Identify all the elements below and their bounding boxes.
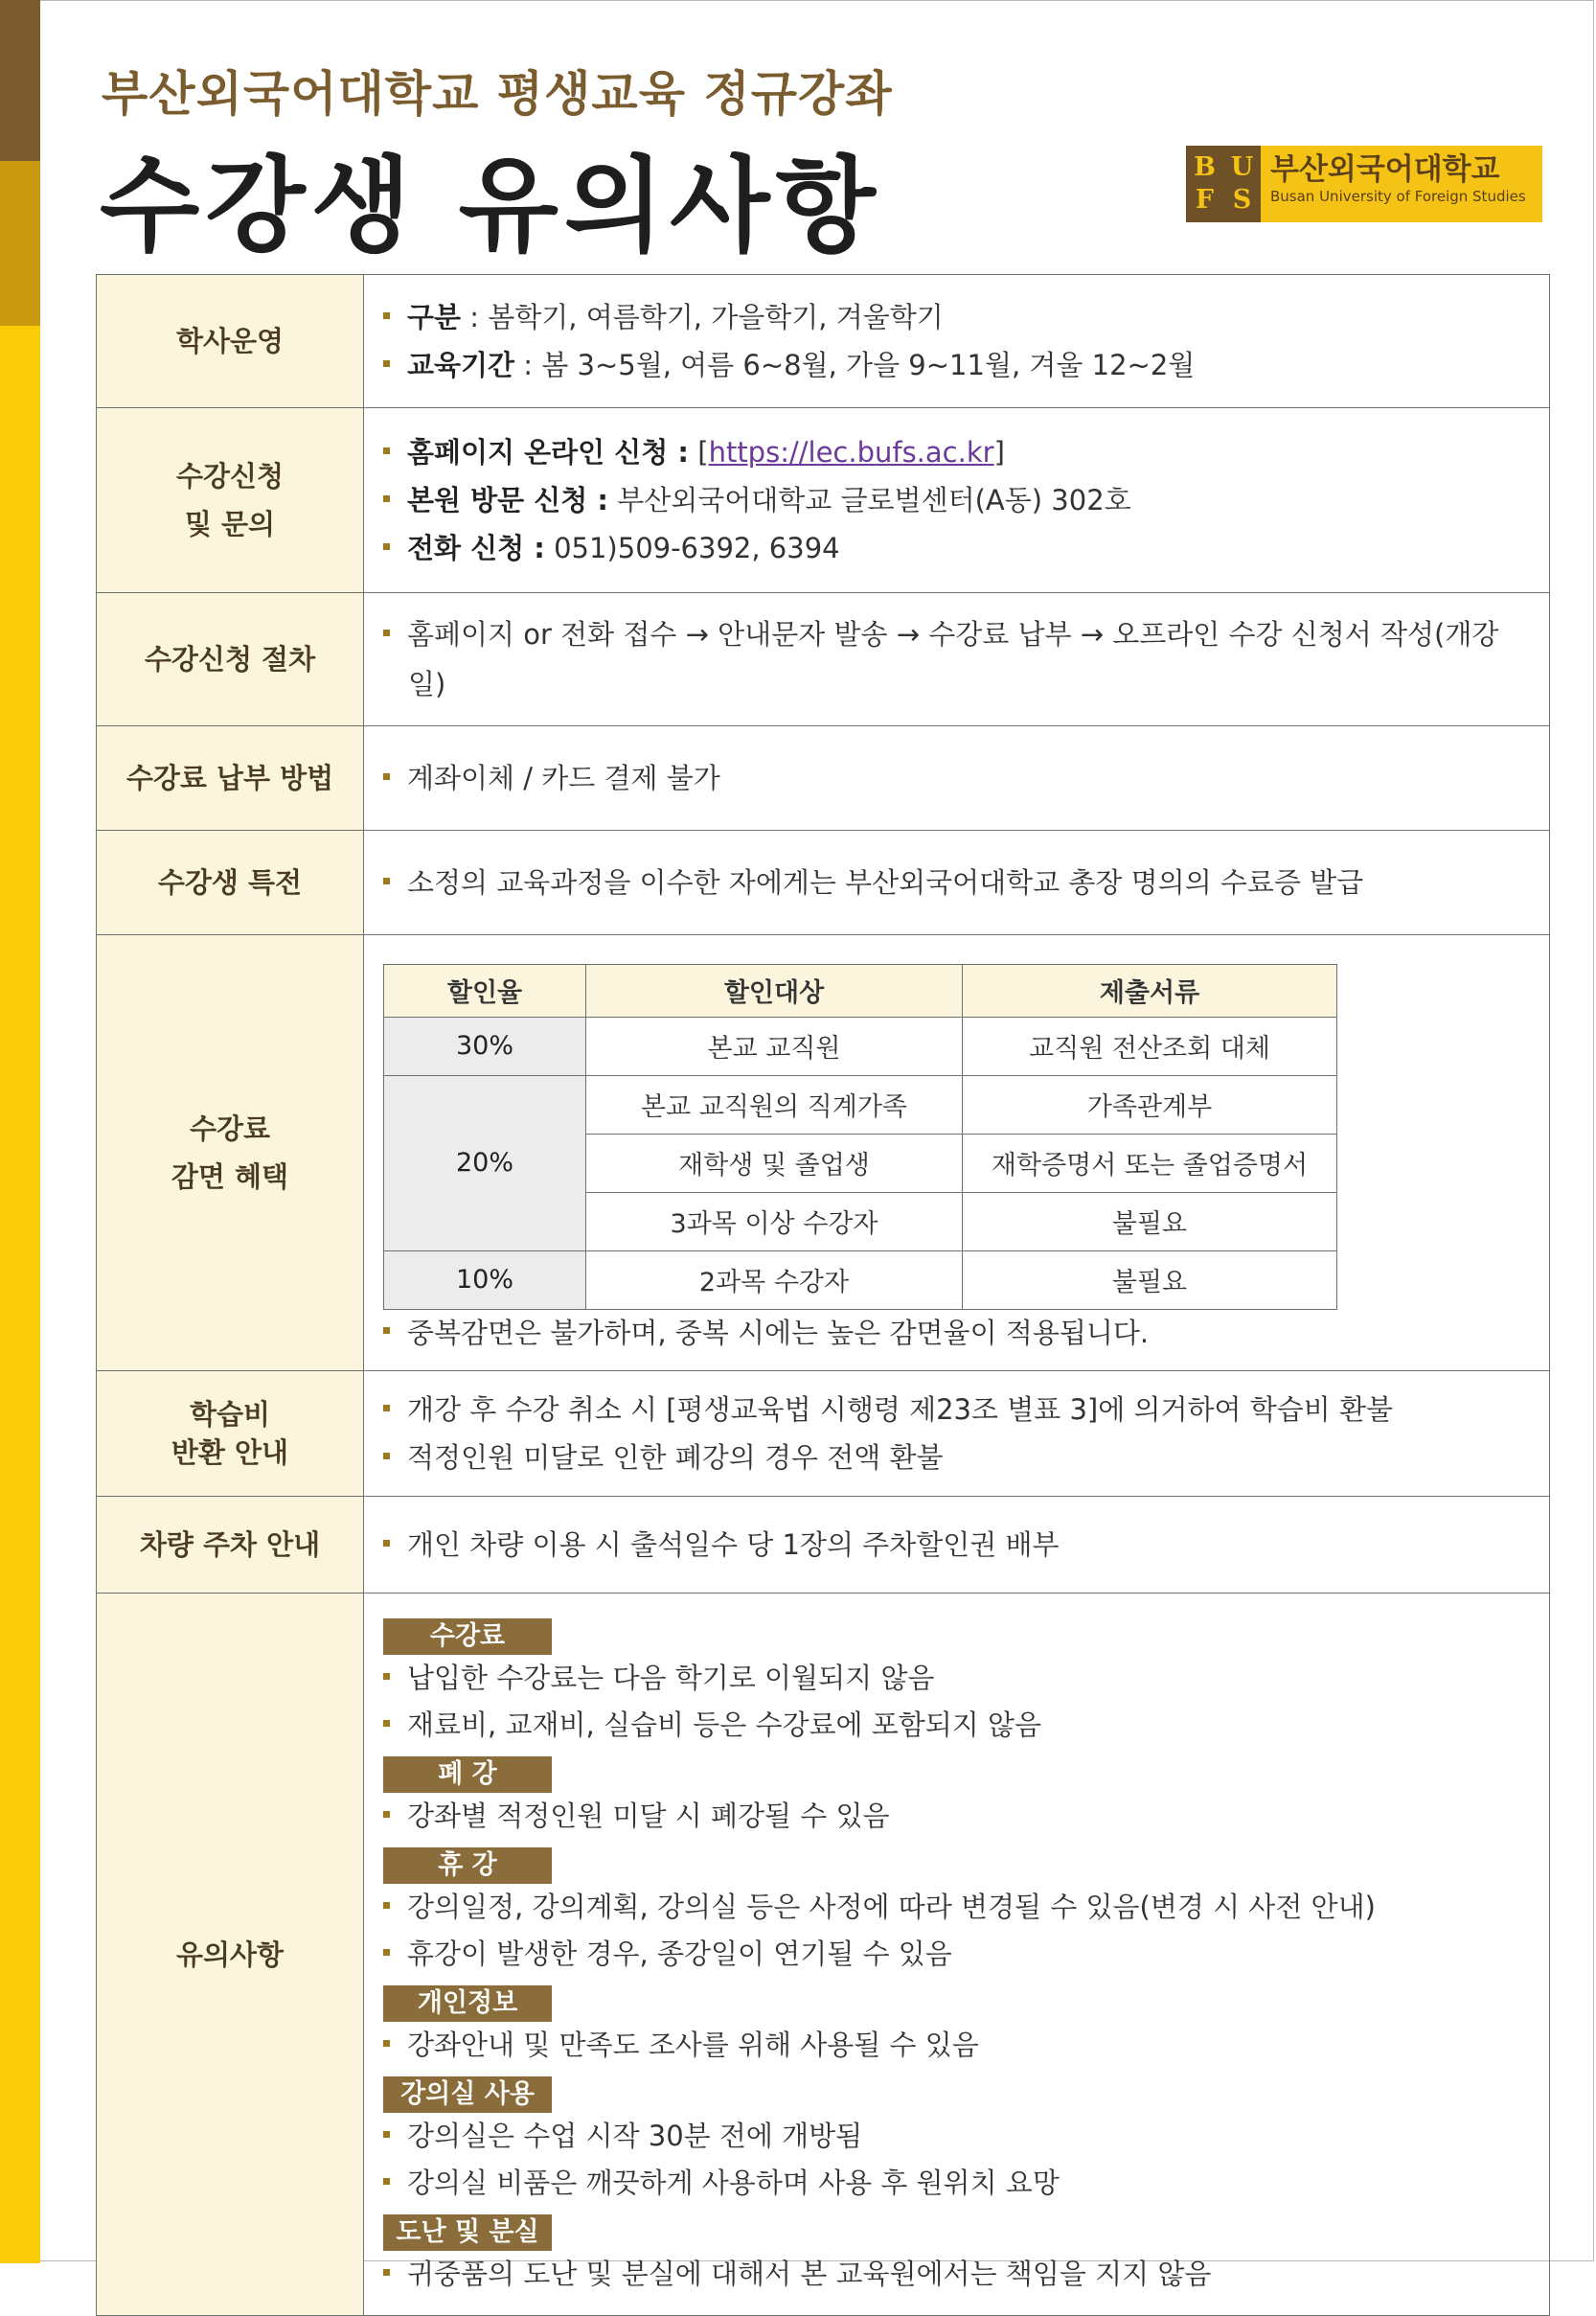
- notes-item: 귀중품의 도난 및 분실에 대해서 본 교육원에서는 책임을 지지 않음: [407, 2258, 1212, 2290]
- notes-tag-break: 휴 강: [383, 1847, 552, 1884]
- row-procedure: [97, 593, 1550, 726]
- bullet-line: [383, 1521, 1528, 1569]
- bullet-icon: [383, 495, 390, 502]
- info-table: [96, 274, 1550, 2316]
- content-discount: [364, 935, 1550, 1371]
- bullet-icon: [383, 1902, 390, 1909]
- row-benefit: [97, 831, 1550, 935]
- discount-doc: 가족관계부: [963, 1075, 1337, 1134]
- discount-header-target: 할인대상: [586, 964, 963, 1017]
- notes-item: 강좌별 적정인원 미달 시 폐강될 수 있음: [407, 1800, 890, 1832]
- content-refund: [364, 1371, 1550, 1497]
- content-academic: [364, 275, 1550, 408]
- refund-line-2: 적정인원 미달로 인한 폐강의 경우 전액 환불: [407, 1441, 944, 1474]
- row-apply: [97, 408, 1550, 593]
- notes-item: 재료비, 교재비, 실습비 등은 수강료에 포함되지 않음: [407, 1708, 1042, 1741]
- bullet-line: [383, 428, 1528, 476]
- bullet-line: [383, 754, 1528, 802]
- logo-letter-b: B: [1194, 152, 1216, 182]
- bullet-icon: [383, 1949, 390, 1956]
- label-apply-line2: 및 문의: [184, 508, 276, 540]
- notes-item: 강의실은 수업 시작 30분 전에 개방됨: [407, 2120, 863, 2152]
- bullet-line: [383, 2160, 1528, 2207]
- label-apply-line1: 수강신청: [175, 460, 285, 493]
- payment-text: 계좌이체 / 카드 결제 불가: [407, 762, 720, 794]
- page-title: 수강생 유의사항: [100, 147, 881, 266]
- discount-doc: 불필요: [963, 1250, 1337, 1309]
- discount-note: 중복감면은 불가하며, 중복 시에는 높은 감면율이 적용됩니다.: [407, 1316, 1150, 1349]
- side-stripe-dark: [0, 0, 40, 161]
- bullet-icon: [383, 1327, 390, 1334]
- bullet-icon: [383, 447, 390, 454]
- academic-key-division: 구분: [407, 301, 462, 333]
- logo-letter-f: F: [1195, 185, 1215, 215]
- discount-target: 2과목 수강자: [586, 1250, 963, 1309]
- row-discount: [97, 935, 1550, 1371]
- apply-bracket-open: [: [689, 436, 709, 469]
- label-payment: 수강료 납부 방법: [97, 726, 364, 831]
- bullet-icon: [383, 2178, 390, 2185]
- bullet-line: [383, 2022, 1528, 2069]
- label-discount: [97, 935, 364, 1371]
- discount-rate: 30%: [384, 1017, 586, 1075]
- bullet-line: [383, 859, 1528, 906]
- discount-row: [384, 1075, 1337, 1134]
- discount-header-rate: 할인율: [384, 964, 586, 1017]
- apply-key-online: 홈페이지 온라인 신청 :: [407, 436, 690, 469]
- notes-item: 강의일정, 강의계획, 강의실 등은 사정에 따라 변경될 수 있음(변경 시 사전 안내): [407, 1891, 1376, 1923]
- bullet-line: [383, 293, 1528, 341]
- bullet-line: [383, 1433, 1528, 1481]
- label-refund: [97, 1371, 364, 1497]
- bullet-line: [383, 1884, 1528, 1931]
- row-parking: [97, 1497, 1550, 1594]
- content-apply: [364, 408, 1550, 593]
- content-benefit: [364, 831, 1550, 935]
- notes-tag-classroom: 강의실 사용: [383, 2076, 552, 2113]
- apply-key-visit: 본원 방문 신청 :: [407, 484, 608, 516]
- bullet-icon: [383, 878, 390, 884]
- bullet-line: [383, 476, 1528, 524]
- logo-letter-s: S: [1232, 185, 1252, 215]
- discount-rate: 10%: [384, 1250, 586, 1309]
- bullet-icon: [383, 1720, 390, 1727]
- bullet-line: [383, 341, 1528, 389]
- label-academic: 학사운영: [97, 275, 364, 408]
- label-refund-line2: 반환 안내: [171, 1436, 289, 1469]
- bullet-line: [383, 2251, 1528, 2298]
- notes-item: 강좌안내 및 만족도 조사를 위해 사용될 수 있음: [407, 2029, 979, 2061]
- row-payment: [97, 726, 1550, 831]
- discount-target: 본교 교직원의 직계가족: [586, 1075, 963, 1134]
- logo-text: [1261, 146, 1526, 222]
- label-benefit: 수강생 특전: [97, 831, 364, 935]
- notes-tag-cancellation: 폐 강: [383, 1756, 552, 1793]
- label-discount-line1: 수강료: [189, 1112, 271, 1145]
- notes-tag-privacy: 개인정보: [383, 1985, 552, 2022]
- bullet-icon: [383, 1540, 390, 1547]
- bufs-mark: [1186, 146, 1261, 222]
- label-refund-line1: 학습비: [189, 1398, 271, 1431]
- discount-doc: 교직원 전산조회 대체: [963, 1017, 1337, 1075]
- label-parking: 차량 주차 안내: [97, 1497, 364, 1594]
- notes-item: 강의실 비품은 깨끗하게 사용하며 사용 후 원위치 요망: [407, 2167, 1060, 2199]
- logo-name-korean: 부산외국어대학교: [1270, 152, 1500, 187]
- label-apply: [97, 408, 364, 593]
- notes-tag-theft: 도난 및 분실: [383, 2214, 552, 2251]
- bullet-line: [383, 609, 1528, 709]
- bullet-icon: [383, 2269, 390, 2276]
- notes-item: 납입한 수강료는 다음 학기로 이월되지 않음: [407, 1662, 935, 1694]
- discount-row: [384, 1017, 1337, 1075]
- bullet-icon: [383, 2131, 390, 2138]
- benefit-text: 소정의 교육과정을 이수한 자에게는 부산외국어대학교 총장 명의의 수료증 발급: [407, 866, 1364, 899]
- bullet-line: [383, 1655, 1528, 1702]
- procedure-text: 홈페이지 or 전화 접수 → 안내문자 발송 → 수강료 납부 → 오프라인 수강 신청서 작성(개강일): [407, 618, 1499, 700]
- discount-header-docs: 제출서류: [963, 964, 1337, 1017]
- discount-header-row: [384, 964, 1337, 1017]
- bullet-line: [383, 2113, 1528, 2160]
- bullet-line: [383, 1793, 1528, 1840]
- apply-value-phone: 051)509-6392, 6394: [544, 532, 840, 564]
- side-stripe-yellow: [0, 326, 40, 2263]
- content-procedure: [364, 593, 1550, 726]
- bullet-icon: [383, 360, 390, 367]
- discount-table: [383, 964, 1337, 1310]
- bullet-icon: [383, 312, 390, 319]
- apply-bracket-close: ]: [993, 436, 1005, 469]
- discount-row: [384, 1250, 1337, 1309]
- bullet-line: [383, 524, 1528, 572]
- bullet-line: [383, 1931, 1528, 1978]
- bullet-icon: [383, 1673, 390, 1680]
- content-notes: [364, 1594, 1550, 2316]
- apply-key-phone: 전화 신청 :: [407, 532, 545, 564]
- logo-letter-u: U: [1230, 152, 1254, 182]
- parking-text: 개인 차량 이용 시 출석일수 당 1장의 주차할인권 배부: [407, 1528, 1060, 1561]
- bullet-icon: [383, 773, 390, 780]
- discount-doc: 불필요: [963, 1192, 1337, 1250]
- label-discount-line2: 감면 혜택: [171, 1160, 289, 1193]
- discount-rate: 20%: [384, 1075, 586, 1250]
- bullet-icon: [383, 1811, 390, 1818]
- apply-value-visit: 부산외국어대학교 글로벌센터(A동) 302호: [607, 484, 1131, 516]
- notes-tag-tuition: 수강료: [383, 1618, 552, 1655]
- discount-target: 3과목 이상 수강자: [586, 1192, 963, 1250]
- bullet-icon: [383, 630, 390, 636]
- row-refund: [97, 1371, 1550, 1497]
- logo-name-english: Busan University of Foreign Studies: [1270, 188, 1526, 205]
- academic-key-period: 교육기간: [407, 349, 515, 381]
- discount-doc: 재학증명서 또는 졸업증명서: [963, 1134, 1337, 1192]
- row-notes: [97, 1594, 1550, 2316]
- content-parking: [364, 1497, 1550, 1594]
- academic-value-period: : 봄 3~5월, 여름 6~8월, 가을 9~11월, 겨울 12~2월: [514, 349, 1196, 381]
- notes-item: 휴강이 발생한 경우, 종강일이 연기될 수 있음: [407, 1938, 952, 1970]
- bullet-icon: [383, 543, 390, 550]
- homepage-link[interactable]: https://lec.bufs.ac.kr: [708, 436, 994, 469]
- discount-target: 본교 교직원: [586, 1017, 963, 1075]
- bullet-line: [383, 1702, 1528, 1749]
- discount-target: 재학생 및 졸업생: [586, 1134, 963, 1192]
- label-procedure: 수강신청 절차: [97, 593, 364, 726]
- content-payment: [364, 726, 1550, 831]
- bullet-line: [383, 1386, 1528, 1433]
- row-academic: [97, 275, 1550, 408]
- bullet-icon: [383, 1405, 390, 1411]
- bullet-icon: [383, 2040, 390, 2047]
- bullet-icon: [383, 1453, 390, 1459]
- academic-value-division: : 봄학기, 여름학기, 가을학기, 겨울학기: [461, 301, 944, 333]
- side-stripe-mid: [0, 161, 40, 326]
- page-subtitle: 부산외국어대학교 평생교육 정규강좌: [102, 66, 893, 122]
- university-logo: [1186, 146, 1542, 222]
- bullet-line: [383, 1314, 1528, 1352]
- label-notes: 유의사항: [97, 1594, 364, 2316]
- refund-line-1: 개강 후 수강 취소 시 [평생교육법 시행령 제23조 별표 3]에 의거하여 학습비 환불: [407, 1393, 1394, 1426]
